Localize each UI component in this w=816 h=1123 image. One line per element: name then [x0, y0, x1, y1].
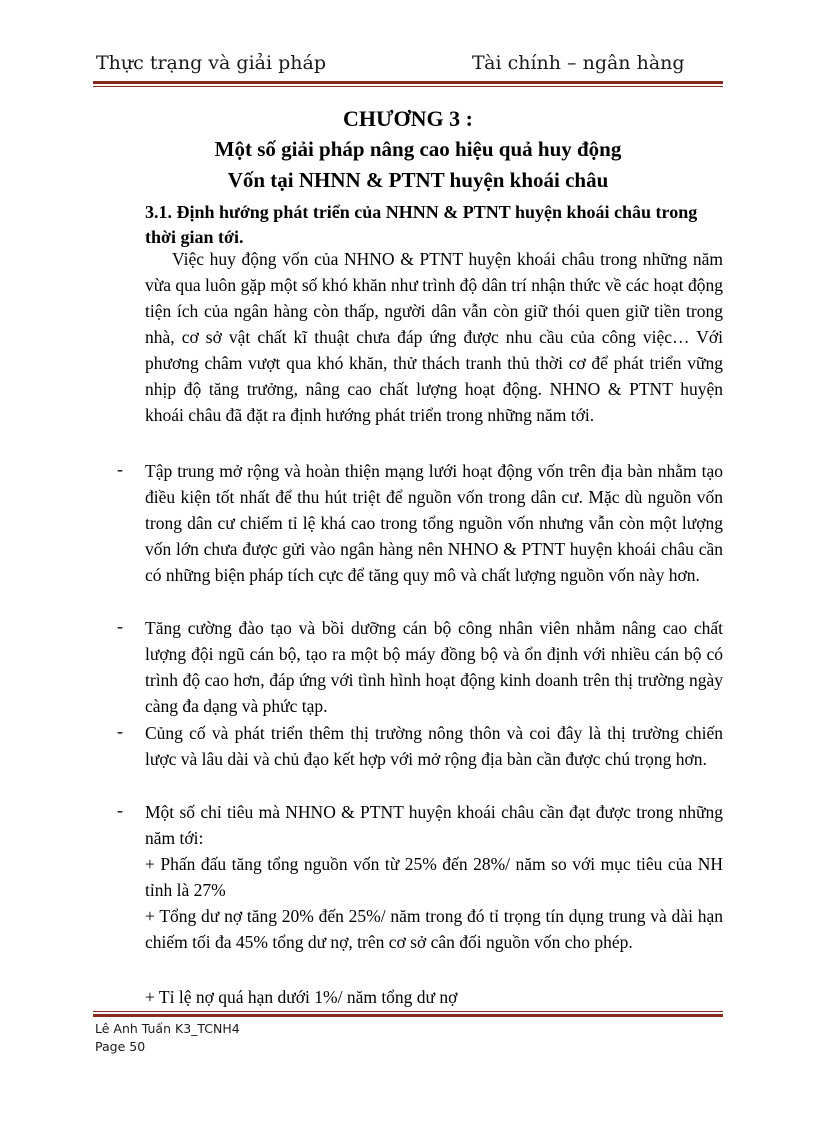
- header-rule-thin: [93, 86, 723, 87]
- chapter-title-line1: Một số giải pháp nâng cao hiệu quả huy động: [214, 137, 622, 161]
- bullet-item: Một số chỉ tiêu mà NHNO & PTNT huyện khoái châu cần đạt được trong những năm tới:: [145, 802, 723, 848]
- target-item: + Phấn đấu tăng tổng nguồn vốn từ 25% đến 28%/ năm so với mục tiêu của NH tỉnh là 27%: [145, 854, 723, 900]
- footer-rule-thick: [93, 1014, 723, 1017]
- bullet-marker: -: [117, 616, 123, 636]
- bullet-marker: -: [117, 800, 123, 820]
- bullet-marker: -: [117, 459, 123, 479]
- footer-author: Lê Anh Tuấn K3_TCNH4: [95, 1021, 240, 1036]
- bullet-marker: -: [117, 721, 123, 741]
- footer-rule-thin: [93, 1011, 723, 1012]
- intro-paragraph: Việc huy động vốn của NHNO & PTNT huyện khoái châu trong những năm vừa qua luôn gặp một số khó khăn như trình độ dân trí nhận thức về các hoạt động tiện ích của ngân hàng còn thấp, người dân vẫn còn giữ thói quen giữ tiền trong nhà, cơ sở vật chất kĩ thuật chưa đáp ứng được nhu cầu của công việc… Với phương châm vượt qua khó khăn, thử thách tranh thủ thời cơ để phát triển vững nhịp độ tăng trưởng, nâng cao chất lượng hoạt động. NHNO & PTNT huyện khoái châu đã đặt ra định hướng phát triển trong những năm tới.: [145, 249, 723, 425]
- bullet-item: Tăng cường đào tạo và bồi dưỡng cán bộ công nhân viên nhằm nâng cao chất lượng đội ngũ cán bộ, tạo ra một bộ máy đồng bộ và ổn định với nhiều cán bộ có trình độ cao hơn, đáp ứng với tình hình hoạt động kinh doanh trên thị trường ngày càng đa dạng và phức tạp.: [145, 618, 723, 716]
- chapter-number: CHƯƠNG 3 :: [343, 106, 473, 131]
- target-item: + Tổng dư nợ tăng 20% đến 25%/ năm trong đó tỉ trọng tín dụng trung và dài hạn chiếm tối đa 45% tổng dư nợ, trên cơ sở cân đối nguồn vốn cho phép.: [145, 906, 723, 952]
- header-right-text: Tài chính – ngân hàng: [472, 52, 685, 74]
- target-item: + Tỉ lệ nợ quá hạn dưới 1%/ năm tổng dư nợ: [145, 987, 458, 1007]
- footer-page-number: Page 50: [95, 1039, 146, 1054]
- section-heading: 3.1. Định hướng phát triển của NHNN & PTNT huyện khoái châu trong thời gian tới.: [145, 202, 698, 247]
- bullet-item: Củng cố và phát triển thêm thị trường nông thôn và coi đây là thị trường chiến lược và lâu dài và chủ đạo kết hợp với mở rộng địa bàn cần được chú trọng hơn.: [145, 723, 723, 769]
- header-rule-thick: [93, 81, 723, 84]
- bullet-item: Tập trung mở rộng và hoàn thiện mạng lưới hoạt động vốn trên địa bàn nhằm tạo điều kiện tốt nhất để thu hút triệt để nguồn vốn trong dân cư. Mặc dù nguồn vốn trong dân cư chiếm tỉ lệ khá cao trong tổng nguồn vốn nhưng vẫn còn một lượng vốn lớn chưa được gửi vào ngân hàng nên NHNO & PTNT huyện khoái châu cần có những biện pháp tích cực để tăng quy mô và chất lượng nguồn vốn này hơn.: [145, 461, 723, 585]
- header-left-text: Thực trạng và giải pháp: [96, 52, 326, 74]
- chapter-title-line2: Vốn tại NHNN & PTNT huyện khoái châu: [227, 168, 609, 192]
